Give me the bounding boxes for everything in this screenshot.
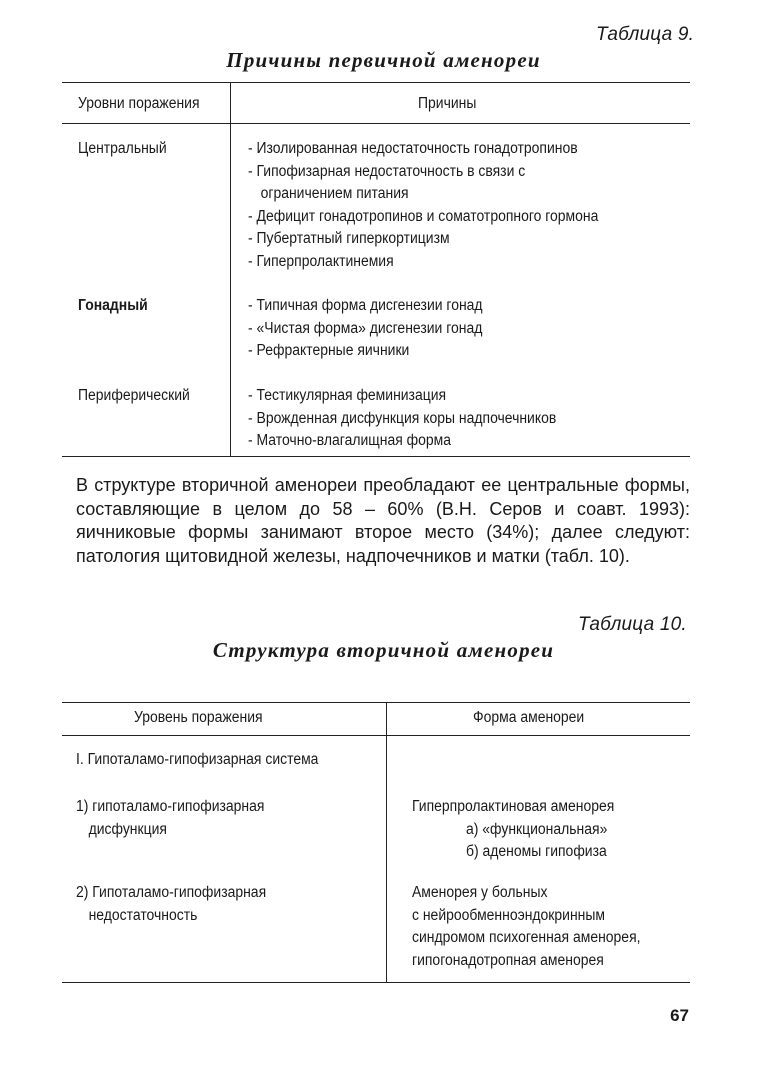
- form-line: с нейрообменноэндокринным: [412, 906, 605, 924]
- table9-column-divider: [230, 82, 231, 456]
- table10-level-row1: [76, 796, 264, 841]
- cause-item: - Маточно-влагалищная форма: [248, 432, 451, 449]
- page-number: 67: [670, 1006, 689, 1025]
- cause-item: - Изолированная недостаточность гонадотропинов: [248, 140, 578, 157]
- level-line: 1) гипоталамо-гипофизарная: [76, 798, 265, 815]
- table9-header-rule: [62, 123, 690, 124]
- table9-header-causes: Причины: [418, 95, 477, 112]
- table9-title: Причины первичной аменореи: [226, 48, 541, 72]
- table9-level-central: Центральный: [78, 140, 167, 157]
- table10-label: Таблица 10.: [578, 614, 687, 635]
- paragraph-text: В структуре вторичной аменореи преобладают ее центральные формы, составляющие в целом до 58 – 60% (В.Н. Серов и соавт. 1993): яичниковые формы занимают второе место (34%); далее следуют: патология щитовидной железы, надпочечников и матки (табл. 10).: [76, 475, 690, 566]
- table10-title: Структура вторичной аменореи: [212, 638, 555, 662]
- cause-item: - Врожденная дисфункция коры надпочечников: [248, 409, 557, 427]
- form-line: синдромом психогенная аменорея,: [412, 929, 641, 946]
- form-line: б) аденомы гипофиза: [466, 843, 607, 860]
- table9-causes-peripheral: [248, 385, 556, 453]
- table10-section: I. Гипоталамо-гипофизарная система: [76, 751, 319, 768]
- table10-column-divider: [386, 702, 387, 982]
- cause-item: - Гиперпролактинемия: [248, 252, 394, 270]
- table10-form-row2: [412, 882, 641, 972]
- form-line: Гиперпролактиновая аменорея: [412, 798, 615, 815]
- cause-item: - Рефрактерные яичники: [248, 342, 410, 359]
- table9-header-level: Уровни поражения: [78, 95, 200, 112]
- form-line: гипогонадотропная аменорея: [412, 951, 604, 969]
- table9-top-rule: [62, 82, 690, 83]
- table10-header-form: Форма аменореи: [473, 709, 585, 726]
- table9-causes-central: [248, 138, 598, 273]
- form-line: Аменорея у больных: [412, 884, 548, 901]
- level-line: недостаточность: [88, 906, 198, 924]
- table10-form-row1: [412, 796, 614, 864]
- table10-header-level: Уровень поражения: [134, 709, 263, 726]
- cause-item: ограничением питания: [260, 185, 409, 202]
- table10-top-rule: [62, 702, 690, 703]
- table10-header-rule: [62, 735, 690, 736]
- cause-item: - Дефицит гонадотропинов и соматотропного гормона: [248, 207, 599, 225]
- table9-level-peripheral: Периферический: [78, 387, 190, 404]
- table9-causes-gonadal: [248, 295, 483, 363]
- cause-item: - Тестикулярная феминизация: [248, 387, 447, 404]
- table9-bottom-rule: [62, 456, 690, 457]
- cause-item: - «Чистая форма» дисгенезии гонад: [248, 319, 483, 337]
- level-line: дисфункция: [88, 820, 167, 838]
- table9-level-gonadal: Гонадный: [78, 297, 148, 314]
- form-line: а) «функциональная»: [466, 820, 608, 838]
- table10-bottom-rule: [62, 982, 690, 983]
- table10-level-row2: [76, 882, 266, 927]
- cause-item: - Пубертатный гиперкортицизм: [248, 230, 450, 247]
- table9-label: Таблица 9.: [596, 24, 695, 45]
- level-line: 2) Гипоталамо-гипофизарная: [76, 884, 267, 901]
- cause-item: - Гипофизарная недостаточность в связи с: [248, 162, 526, 180]
- cause-item: - Типичная форма дисгенезии гонад: [248, 297, 483, 314]
- body-paragraph: [76, 474, 690, 568]
